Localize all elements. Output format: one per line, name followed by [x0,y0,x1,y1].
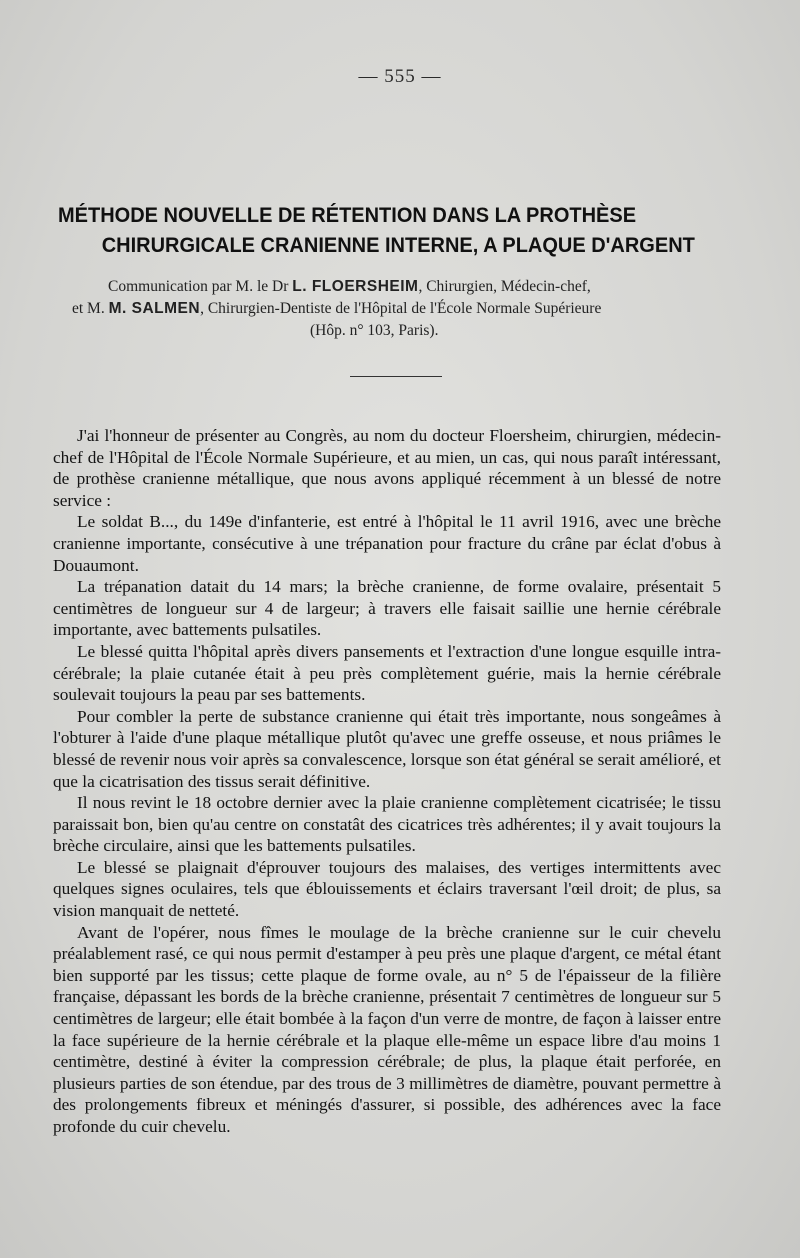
paragraph: La trépanation datait du 14 mars; la brèche cranienne, de forme ovalaire, présentait 5 centimètres de longueur sur 4 de largeur; à travers elle faisait saillie une hernie cérébrale importante, avec battements pulsatiles. [53,577,721,640]
communication-byline [0,276,800,342]
byline-line-2 [0,298,800,320]
byline-prefix-2: et M. [72,300,109,317]
byline-role-2: , Chirurgien-Dentiste de l'Hôpital de l'École Normale Supérieure [200,300,602,317]
article-title [58,200,700,260]
paragraph: J'ai l'honneur de présenter au Congrès, au nom du docteur Floersheim, chirurgien, médecin-chef de l'Hôpital de l'École Normale Supérieure, et au mien, un cas, qui nous paraît intéressant, de prothèse cranienne métallique, que nous avons appliqué récemment à un blessé de notre service : [53,426,721,510]
paragraph: Avant de l'opérer, nous fîmes le moulage de la brèche cranienne sur le cuir chevelu préalablement rasé, ce qui nous permit d'estamper à peu près une plaque d'argent, ce métal étant bien supporté par les tissus; cette plaque de forme ovale, au n° 5 de l'épaisseur de la filière française, dépassant les bords de la brèche cranienne, présentait 7 centimètres de longueur sur 5 centimètres de largeur; elle était bombée à la façon d'un verre de montre, de façon à laisser entre la face supérieure de la hernie cérébrale et la plaque elle-même un espace libre d'au moins 1 centimètre, destiné à éviter la compression cérébrale; de plus, la plaque était perforée, en plusieurs parties de son étendue, par des trous de 3 millimètres de diamètre, pouvant permettre à des prolongements fibreux et méningés d'assurer, si possible, des adhérences avec la face profonde du cuir chevelu. [53,922,721,1136]
article-body [53,425,721,1138]
title-line-2: CHIRURGICALE CRANIENNE INTERNE, A PLAQUE D'ARGENT [101,233,695,257]
author-salmen: M. SALMEN [108,300,201,317]
byline-line-1 [0,276,800,298]
separator-rule [350,376,442,377]
paragraph: Le blessé quitta l'hôpital après divers pansements et l'extraction d'une longue esquille intra-cérébrale; la plaie cutanée était à peu près complètement guérie, mais la hernie cérébrale soulevait toujours la peau par ses battements. [53,641,721,705]
byline-prefix: Communication par M. le Dr [108,278,293,295]
paragraph: Le blessé se plaignait d'éprouver toujours des malaises, des vertiges intermittents avec quelques signes oculaires, tels que éblouissements et éclairs traversant l'œil droit; de plus, sa vision manquait de netteté. [53,857,721,921]
paragraph: Pour combler la perte de substance cranienne qui était très importante, nous songeâmes à l'obturer à l'aide d'une plaque métallique plutôt qu'avec une greffe osseuse, et nous priâmes le blessé de revenir nous voir après sa convalescence, lorsque son état général se serait amélioré, et que la cicatrisation des tissus serait définitive. [53,706,721,791]
author-floersheim: L. FLOERSHEIM [292,278,419,295]
byline-line-3: (Hôp. n° 103, Paris). [310,322,439,339]
title-line-1: MÉTHODE NOUVELLE DE RÉTENTION DANS LA PROTHÈSE [58,203,637,227]
paragraph: Il nous revint le 18 octobre dernier avec la plaie cranienne complètement cicatrisée; le tissu paraissait bon, bien qu'au centre on constatât des cicatrices très adhérentes; il y avait toujours la brèche circulaire, ainsi que les battements pulsatiles. [53,793,721,856]
byline-role-1: , Chirurgien, Médecin-chef, [418,278,591,295]
paragraph: Le soldat B..., du 149e d'infanterie, est entré à l'hôpital le 11 avril 1916, avec une brèche cranienne importante, consécutive à une trépanation pour fracture du crâne par éclat d'obus à Douaumont. [53,512,721,575]
page-number: — 555 — [358,66,442,87]
